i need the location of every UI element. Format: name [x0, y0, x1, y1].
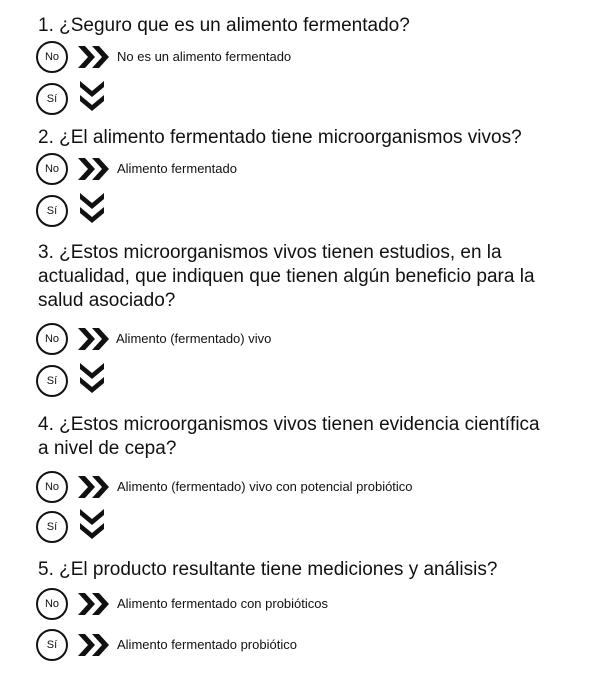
result-label: Alimento (fermentado) vivo — [116, 331, 272, 346]
question-1: 1. ¿Seguro que es un alimento fermentado? — [38, 15, 410, 36]
si-badge: Sí — [36, 195, 68, 227]
double-chevron-down-icon — [80, 81, 104, 113]
no-badge: No — [36, 588, 68, 620]
no-badge: No — [36, 323, 68, 355]
double-chevron-down-icon — [80, 193, 104, 225]
no-badge: No — [36, 471, 68, 503]
double-chevron-right-icon — [78, 328, 110, 350]
result-label: Alimento (fermentado) vivo con potencial probiótico — [117, 479, 413, 494]
result-label: Alimento fermentado con probióticos — [117, 596, 329, 611]
double-chevron-right-icon — [78, 593, 110, 615]
question-3-line-2: actualidad, que indiquen que tienen algún beneficio para la — [38, 266, 535, 287]
si-badge: Sí — [36, 511, 68, 543]
double-chevron-down-icon — [80, 509, 104, 541]
double-chevron-right-icon — [78, 634, 110, 656]
si-badge: Sí — [36, 83, 68, 115]
question-2: 2. ¿El alimento fermentado tiene microorganismos vivos? — [38, 127, 522, 148]
double-chevron-right-icon — [78, 158, 110, 180]
question-5: 5. ¿El producto resultante tiene mediciones y análisis? — [38, 559, 498, 580]
si-badge: Sí — [36, 365, 68, 397]
no-badge: No — [36, 41, 68, 73]
question-4-line-2: a nivel de cepa? — [38, 438, 177, 459]
double-chevron-down-icon — [80, 363, 104, 395]
double-chevron-right-icon — [78, 46, 110, 68]
question-4-line-1: 4. ¿Estos microorganismos vivos tienen evidencia científica — [38, 414, 540, 435]
question-3-line-1: 3. ¿Estos microorganismos vivos tienen estudios, en la — [38, 242, 502, 263]
si-badge: Sí — [36, 629, 68, 661]
double-chevron-right-icon — [78, 476, 110, 498]
result-label: Alimento fermentado probiótico — [117, 637, 297, 652]
no-badge: No — [36, 153, 68, 185]
result-label: No es un alimento fermentado — [117, 49, 292, 64]
result-label: Alimento fermentado — [117, 161, 237, 176]
question-3-line-3: salud asociado? — [38, 290, 176, 311]
